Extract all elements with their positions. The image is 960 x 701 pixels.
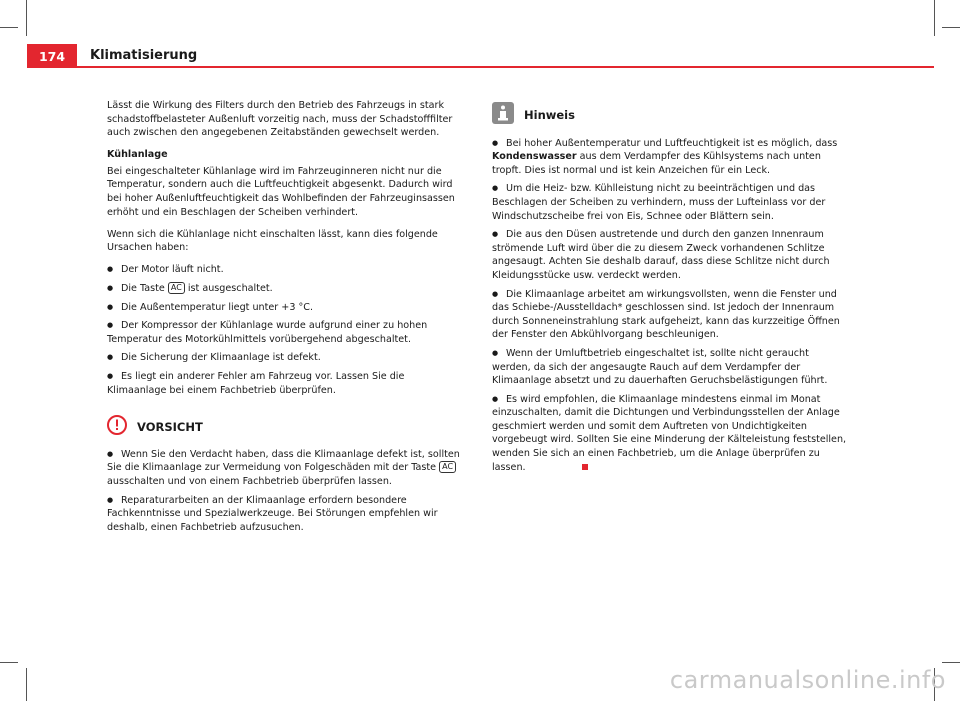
crop-mark (934, 0, 935, 36)
left-column (107, 99, 462, 539)
note-item: ● Um die Heiz- bzw. Kühlleistung nicht zu beeinträchtigen und das Beschlagen der Scheiben zu verhindern, muss der Lufteinlass vor der Windschutzscheibe frei von Eis, Schnee oder Blättern sein. (492, 183, 826, 222)
page-title: Klimatisierung (90, 48, 198, 63)
crop-mark (942, 662, 960, 663)
ac-key-icon: AC (168, 282, 185, 294)
warning-item: ● Reparaturarbeiten an der Klimaanlage erfordern besondere Fachkenntnisse und Spezialwerkzeuge. Bei Störungen empfehlen wir deshalb, einen Fachbetrieb aufzusuchen. (107, 494, 438, 533)
list-item: ● Es liegt ein anderer Fehler am Fahrzeug vor. Lassen Sie die Klimaanlage bei einem Fachbetrieb überprüfen. (107, 371, 405, 396)
intro-paragraph: Lässt die Wirkung des Filters durch den Betrieb des Fahrzeugs in stark schadstoffbelasteter Außenluft vorzeitig nach, muss der Schadstofffilter auch zwischen den angegebenen Zeitabständen gewechselt werden. (107, 100, 453, 139)
note-item: ● Die aus den Düsen austretende und durch den ganzen Innenraum strömende Luft wird über die zu diesem Zweck vorhandenen Schlitze angesaugt. Achten Sie deshalb darauf, dass diese Schlitze nicht durch Kleidungsstücke usw. verdeckt werden. (492, 229, 830, 281)
list-item: ● Die Taste AC ist ausgeschaltet. (107, 283, 273, 295)
warning-icon (107, 415, 127, 440)
warning-header (107, 415, 462, 440)
warning-item: ● Wenn Sie den Verdacht haben, dass die Klimaanlage defekt ist, sollten Sie die Klimaanlage zur Vermeidung von Folgeschäden mit der Taste AC ausschalten und von einem Fachbetrieb überprüfen lassen. (107, 448, 460, 487)
note-item: ● Wenn der Umluftbetrieb eingeschaltet ist, sollte nicht geraucht werden, da sich der angesaugte Rauch auf dem Verdampfer der Klimaanlage absetzt und zu dauerhaften Geruchsbelästigungen führt. (492, 347, 828, 387)
list-item: ● Der Motor läuft nicht. (107, 264, 224, 276)
list-item: ● Die Außentemperatur liegt unter +3 °C. (107, 301, 314, 313)
right-column (492, 84, 850, 479)
watermark: carmanualsonline.info (669, 666, 946, 694)
note-item: ● Es wird empfohlen, die Klimaanlage mindestens einmal im Monat einzuschalten, damit die Dichtungen und Verbindungsstellen der Anlage geschmiert werden und somit dem Auftreten von Undichtigkeiten vorgebeugt wird. Sollten Sie eine Minderung der Kälteleistung feststellen, wenden Sie sich an einen Fachbetrieb, um die Anlage überprüfen zu lassen. (492, 393, 847, 473)
crop-mark (26, 668, 27, 701)
section-end-icon (582, 464, 588, 470)
crop-mark (942, 27, 960, 28)
list-item: ● Die Sicherung der Klimaanlage ist defekt. (107, 352, 321, 364)
crop-mark (0, 662, 18, 663)
page-number: 174 (27, 44, 77, 66)
cooling-paragraph: Bei eingeschalteter Kühlanlage wird im Fahrzeuginneren nicht nur die Temperatur, sondern auch die Luftfeuchtigkeit abgesenkt. Dadurch wird bei hoher Außenluftfeuchtigkeit das Wohlbefinden der Fahrzeuginsassen erhöht und ein Beschlagen der Scheiben verhindert. (107, 165, 455, 218)
header-rule (27, 66, 934, 68)
note-item: ● Die Klimaanlage arbeitet am wirkungsvollsten, wenn die Fenster und das Schiebe-/Ausstelldach* geschlossen sind. Ist jedoch der Innenraum durch Sonneneinstrahlung stark aufgeheizt, kann das kurzzeitige Öffnen der Fenster den Abkühlvorgang beschleunigen. (492, 288, 840, 341)
note-title: Hinweis (524, 107, 575, 122)
note-item: ● Bei hoher Außentemperatur und Luftfeuchtigkeit ist es möglich, dass Kondenswasser aus dem Verdampfer des Kühlsystems nach unten tropft. Dies ist normal und ist kein Anzeichen für ein Leck. (492, 137, 838, 176)
note-header (492, 102, 850, 129)
crop-mark (26, 0, 27, 36)
cooling-heading: Kühlanlage (107, 149, 168, 161)
warning-title: VORSICHT (137, 419, 203, 434)
crop-mark (0, 27, 18, 28)
causes-intro: Wenn sich die Kühlanlage nicht einschalten lässt, kann dies folgende Ursachen haben: (107, 228, 438, 254)
list-item: ● Der Kompressor der Kühlanlage wurde aufgrund einer zu hohen Temperatur des Motorkühlmittels vorübergehend abgeschaltet. (107, 320, 428, 345)
info-icon (492, 102, 514, 129)
ac-key-icon: AC (439, 461, 456, 473)
